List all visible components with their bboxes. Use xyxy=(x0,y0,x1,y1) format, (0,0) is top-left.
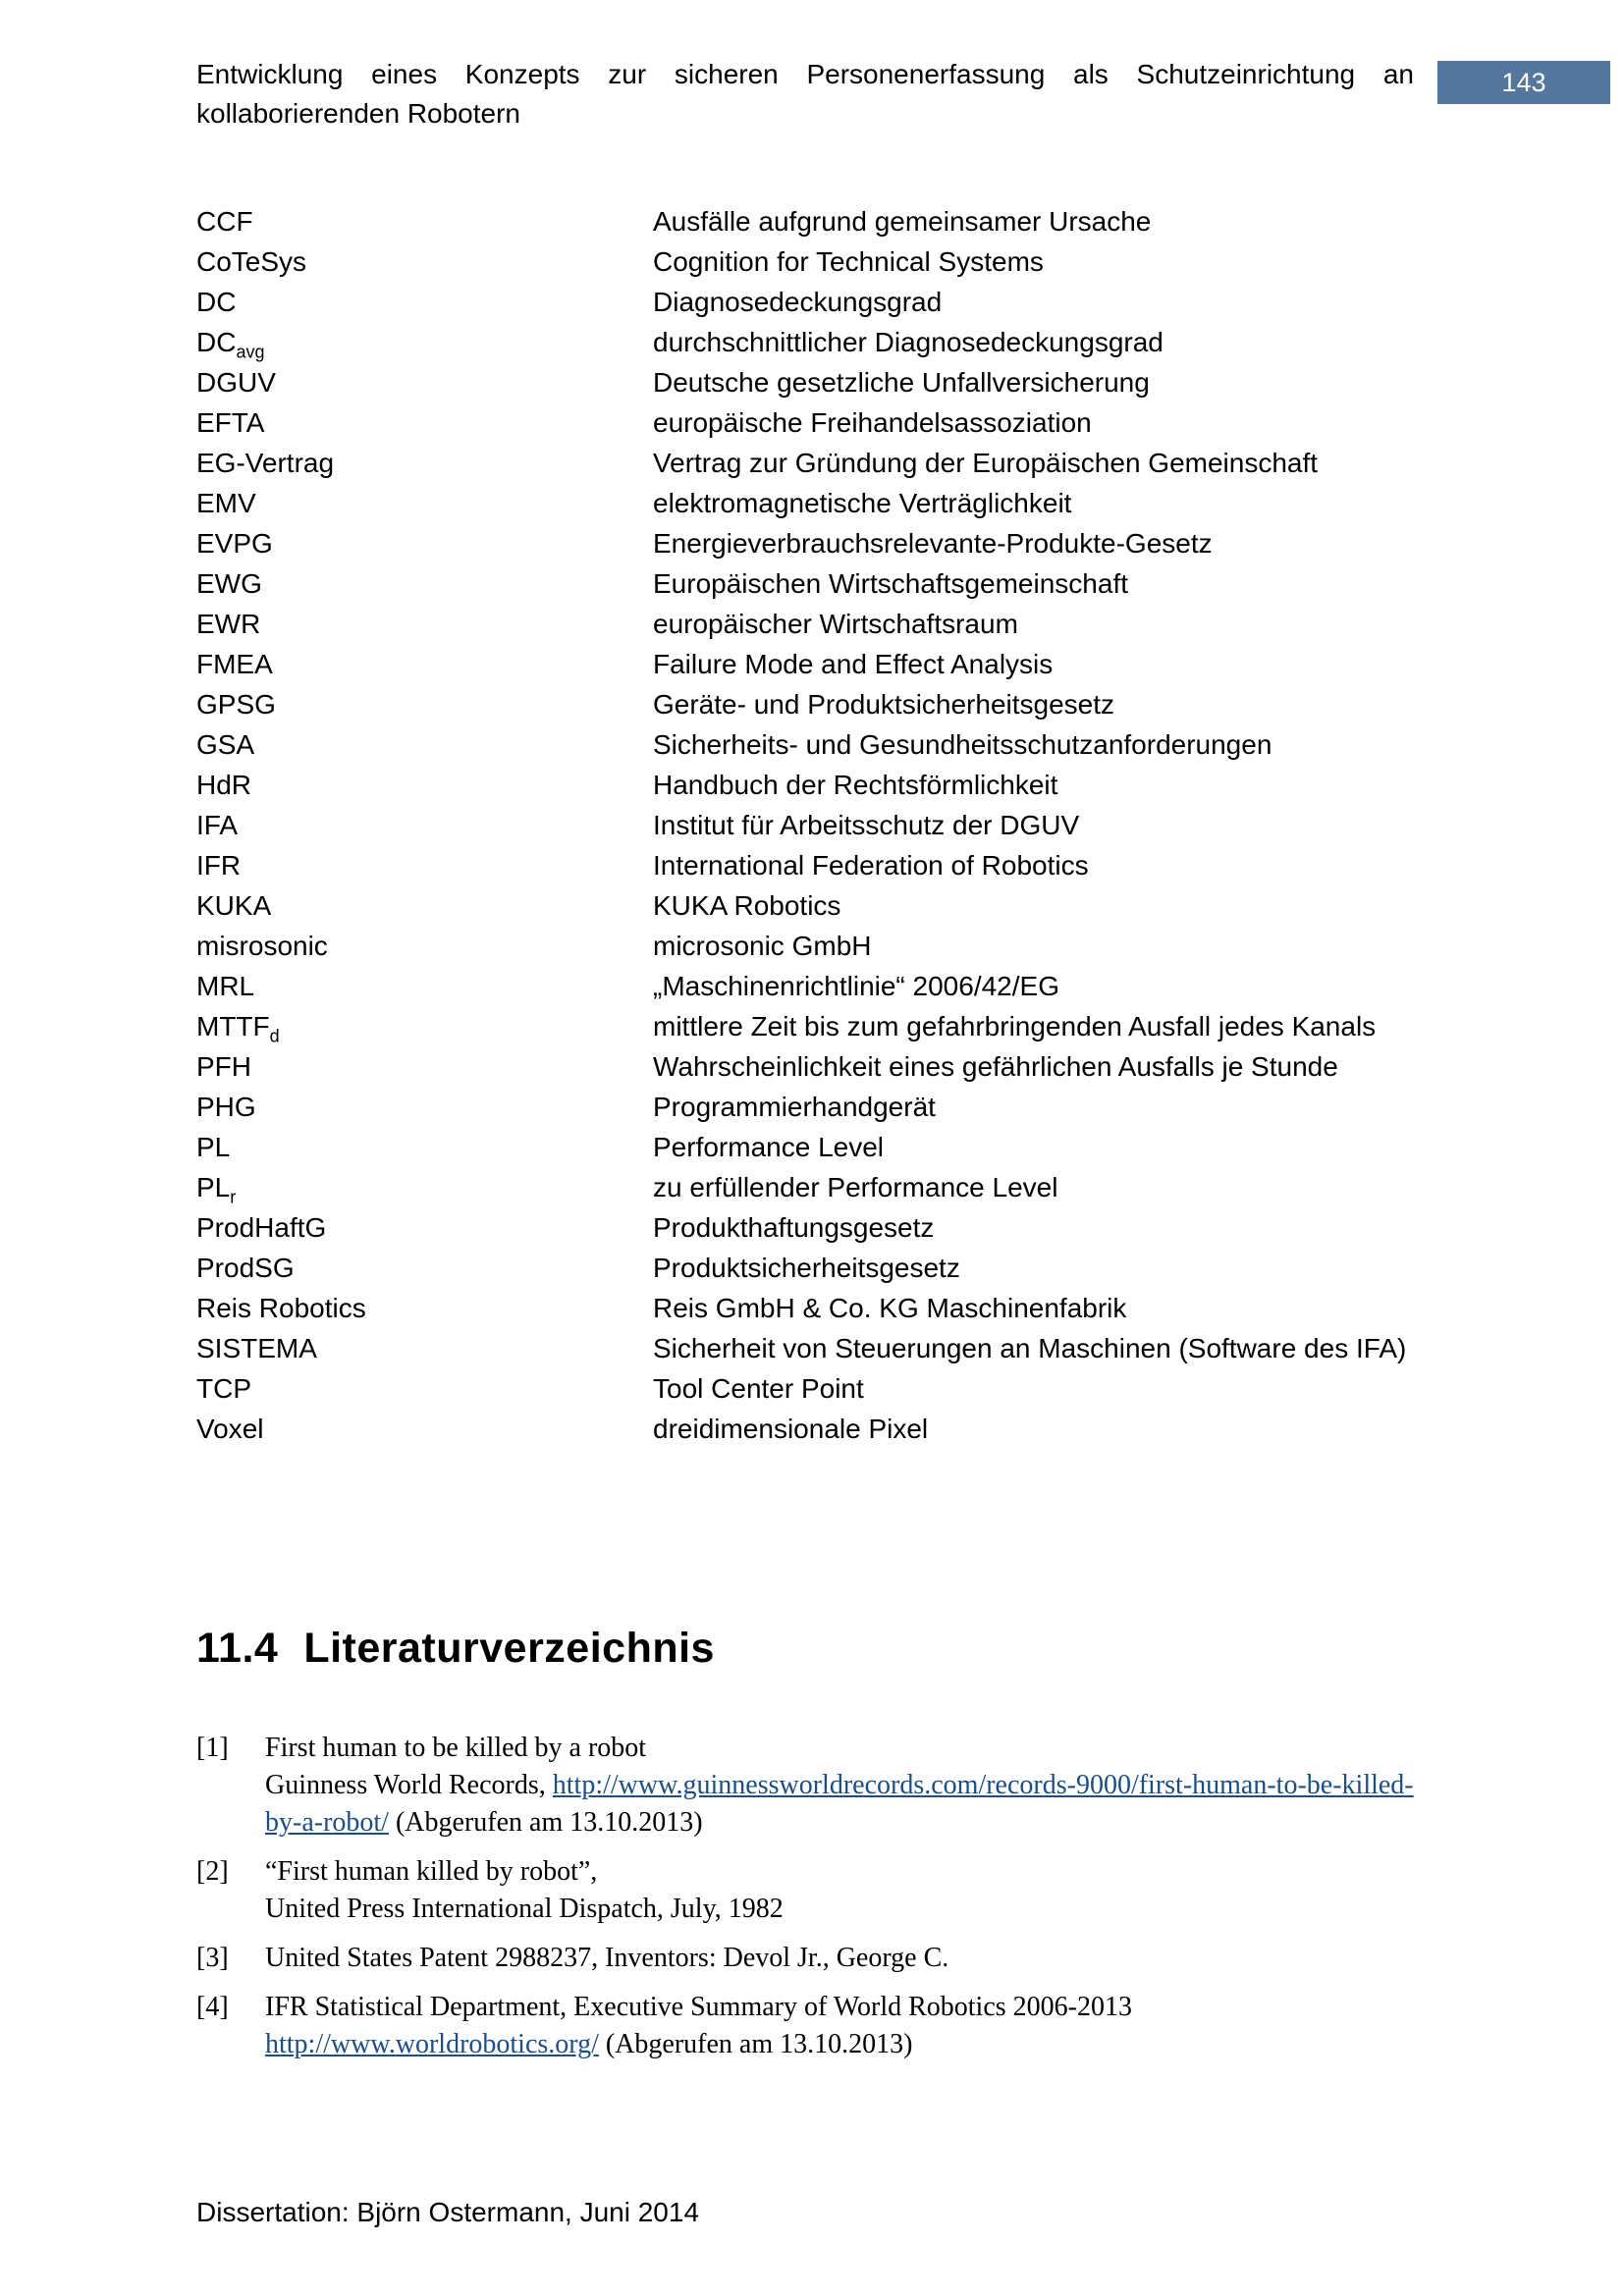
reference-list xyxy=(196,1730,1414,2075)
abbreviation-definition: Europäischen Wirtschaftsgemeinschaft xyxy=(653,568,1128,599)
reference-line: “First human killed by robot”, xyxy=(265,1856,598,1887)
abbreviation-term: DGUV xyxy=(196,367,276,398)
abbreviation-row xyxy=(196,241,1414,282)
reference-marker: [4] xyxy=(196,1992,229,2022)
abbreviation-definition: „Maschinenrichtlinie“ 2006/42/EG xyxy=(653,971,1059,1001)
abbreviation-term: ProdHaftG xyxy=(196,1212,327,1243)
abbreviation-definition: elektromagnetische Verträglichkeit xyxy=(653,488,1072,518)
abbreviation-definition: Programmierhandgerät xyxy=(653,1092,936,1122)
abbreviation-row xyxy=(196,805,1414,845)
abbreviation-row xyxy=(196,322,1414,362)
abbreviation-definition: Handbuch der Rechtsförmlichkeit xyxy=(653,770,1058,800)
abbreviation-definition: durchschnittlicher Diagnosedeckungsgrad xyxy=(653,327,1164,357)
abbreviation-row xyxy=(196,1248,1414,1288)
page-number-box xyxy=(1437,61,1610,104)
abbreviation-term: EWR xyxy=(196,609,261,639)
abbreviation-term: CCF xyxy=(196,206,253,237)
abbreviation-term: GSA xyxy=(196,729,255,760)
abbreviation-definition: Performance Level xyxy=(653,1132,885,1162)
abbreviation-definition: Wahrscheinlichkeit eines gefährlichen Ausfalls je Stunde xyxy=(653,1051,1338,1082)
abbreviation-definition: Deutsche gesetzliche Unfallversicherung xyxy=(653,367,1150,398)
abbreviation-term: MRL xyxy=(196,971,255,1001)
abbreviation-term: EVPG xyxy=(196,528,273,559)
abbreviation-definition: Sicherheit von Steuerungen an Maschinen (Software des IFA) xyxy=(653,1333,1407,1363)
abbreviation-definition: europäischer Wirtschaftsraum xyxy=(653,609,1018,639)
section-number: 11.4 xyxy=(196,1625,279,1672)
abbreviation-row xyxy=(196,885,1414,926)
reference-link[interactable]: http://www.worldrobotics.org/ xyxy=(265,2029,599,2059)
reference-item xyxy=(196,1940,1414,1977)
abbreviation-row xyxy=(196,724,1414,765)
abbreviation-definition: microsonic GmbH xyxy=(653,931,872,961)
abbreviation-definition: Institut für Arbeitsschutz der DGUV xyxy=(653,810,1080,840)
abbreviation-term: FMEA xyxy=(196,649,273,679)
abbreviation-definition: europäische Freihandelsassoziation xyxy=(653,407,1092,438)
page-footer: Dissertation: Björn Ostermann, Juni 2014 xyxy=(196,2197,700,2227)
abbreviation-term: $DC_{avg}$ xyxy=(196,327,265,362)
abbreviation-row xyxy=(196,1288,1414,1328)
abbreviation-term: IFA xyxy=(196,810,239,840)
abbreviation-row xyxy=(196,362,1414,402)
abbreviation-term: EMV xyxy=(196,488,256,518)
abbreviation-term: EWG xyxy=(196,568,262,599)
abbreviation-row xyxy=(196,966,1414,1006)
abbreviation-row xyxy=(196,1167,1414,1207)
abbreviation-row xyxy=(196,1368,1414,1409)
abbreviation-term: SISTEMA xyxy=(196,1333,317,1363)
abbreviation-definition: Produkthaftungsgesetz xyxy=(653,1212,935,1243)
reference-marker: [1] xyxy=(196,1733,229,1763)
abbreviation-row xyxy=(196,1328,1414,1368)
abbreviation-term: EG-Vertrag xyxy=(196,448,335,478)
abbreviation-term: TCP xyxy=(196,1373,251,1404)
abbreviation-term: EFTA xyxy=(196,407,265,438)
reference-text xyxy=(265,1989,1414,2063)
abbreviation-row xyxy=(196,1046,1414,1087)
reference-text xyxy=(265,1940,1414,1977)
abbreviation-row xyxy=(196,443,1414,483)
abbreviation-term: Voxel xyxy=(196,1414,264,1444)
reference-item xyxy=(196,1730,1414,1842)
reference-item xyxy=(196,1989,1414,2063)
page-number: 143 xyxy=(1501,67,1546,97)
abbreviation-definition: dreidimensionale Pixel xyxy=(653,1414,929,1444)
abbreviation-definition: Failure Mode and Effect Analysis xyxy=(653,649,1054,679)
abbreviation-term: HdR xyxy=(196,770,252,800)
abbreviation-row xyxy=(196,1127,1414,1167)
reference-text xyxy=(265,1853,1414,1928)
reference-link[interactable]: http://www.guinnessworldrecords.com/records-9000/first-human-to-be-killed-by-a-robot/ xyxy=(265,1770,1414,1838)
abbreviation-row xyxy=(196,1087,1414,1127)
abbreviation-row xyxy=(196,1409,1414,1449)
abbreviation-row xyxy=(196,604,1414,644)
abbreviation-term: PL xyxy=(196,1132,231,1162)
abbreviation-row xyxy=(196,644,1414,684)
abbreviation-definition: Cognition for Technical Systems xyxy=(653,246,1044,277)
abbreviation-definition: Vertrag zur Gründung der Europäischen Gemeinschaft xyxy=(653,448,1319,478)
abbreviation-term: CoTeSys xyxy=(196,246,307,277)
section-title: Literaturverzeichnis xyxy=(303,1625,715,1672)
abbreviation-row xyxy=(196,926,1414,966)
abbreviation-row xyxy=(196,845,1414,885)
reference-line: IFR Statistical Department, Executive Summary of World Robotics 2006-2013 xyxy=(265,1992,1132,2022)
abbreviation-definition: KUKA Robotics xyxy=(653,890,841,921)
abbreviation-term: $PL_r$ xyxy=(196,1172,237,1207)
abbreviation-row xyxy=(196,765,1414,805)
abbreviation-term: ProdSG xyxy=(196,1253,295,1283)
abbreviation-row xyxy=(196,282,1414,322)
abbreviation-row xyxy=(196,1006,1414,1046)
abbreviation-row xyxy=(196,1207,1414,1248)
reference-line: http://www.worldrobotics.org/ (Abgerufen am 13.10.2013) xyxy=(265,2029,913,2059)
abbreviation-definition: Geräte- und Produktsicherheitsgesetz xyxy=(653,689,1115,720)
reference-line: First human to be killed by a robot xyxy=(265,1733,647,1763)
abbreviation-row xyxy=(196,483,1414,523)
abbreviation-term: PFH xyxy=(196,1051,251,1082)
abbreviation-definition: Energieverbrauchsrelevante-Produkte-Gesetz xyxy=(653,528,1213,559)
abbreviation-term: IFR xyxy=(196,850,242,881)
abbreviation-term: KUKA xyxy=(196,890,272,921)
abbreviation-list xyxy=(196,201,1414,1449)
reference-item xyxy=(196,1853,1414,1928)
abbreviation-term: DC xyxy=(196,287,237,317)
abbreviation-subscript: avg xyxy=(236,342,265,362)
abbreviation-term: PHG xyxy=(196,1092,256,1122)
abbreviation-definition: International Federation of Robotics xyxy=(653,850,1089,881)
abbreviation-definition: Sicherheits- und Gesundheitsschutzanforderungen xyxy=(653,729,1272,760)
reference-line: Guinness World Records, http://www.guinnessworldrecords.com/records-9000/first-human-to-be-killed-by-a-robot/ (Abgerufen am 13.10.2013) xyxy=(265,1770,1414,1838)
page-header-title: Entwicklung eines Konzepts zur sicheren Personenerfassung als Schutzeinrichtung an kollaborierenden Robotern xyxy=(196,59,1414,129)
abbreviation-term: misrosonic xyxy=(196,931,328,961)
abbreviation-subscript: d xyxy=(269,1026,280,1046)
abbreviation-row xyxy=(196,201,1414,241)
abbreviation-definition: Ausfälle aufgrund gemeinsamer Ursache xyxy=(653,206,1152,237)
abbreviation-row xyxy=(196,523,1414,563)
abbreviation-definition: mittlere Zeit bis zum gefahrbringenden Ausfall jedes Kanals xyxy=(653,1011,1377,1041)
abbreviation-row xyxy=(196,402,1414,443)
reference-text xyxy=(265,1730,1414,1842)
reference-marker: [2] xyxy=(196,1856,229,1887)
abbreviation-term: $MTTF_d$ xyxy=(196,1011,280,1046)
reference-line: United Press International Dispatch, July, 1982 xyxy=(265,1894,784,1924)
abbreviation-term: GPSG xyxy=(196,689,276,720)
abbreviation-definition: Reis GmbH & Co. KG Maschinenfabrik xyxy=(653,1293,1127,1323)
abbreviation-term: Reis Robotics xyxy=(196,1293,366,1323)
section-heading xyxy=(196,1625,715,1673)
abbreviation-definition: zu erfüllender Performance Level xyxy=(653,1172,1058,1202)
abbreviation-definition: Diagnosedeckungsgrad xyxy=(653,287,943,317)
abbreviation-definition: Tool Center Point xyxy=(653,1373,864,1404)
abbreviation-row xyxy=(196,563,1414,604)
reference-marker: [3] xyxy=(196,1943,229,1973)
abbreviation-row xyxy=(196,684,1414,724)
abbreviation-definition: Produktsicherheitsgesetz xyxy=(653,1253,960,1283)
reference-line: United States Patent 2988237, Inventors: Devol Jr., George C. xyxy=(265,1943,949,1973)
abbreviation-subscript: r xyxy=(230,1187,237,1207)
